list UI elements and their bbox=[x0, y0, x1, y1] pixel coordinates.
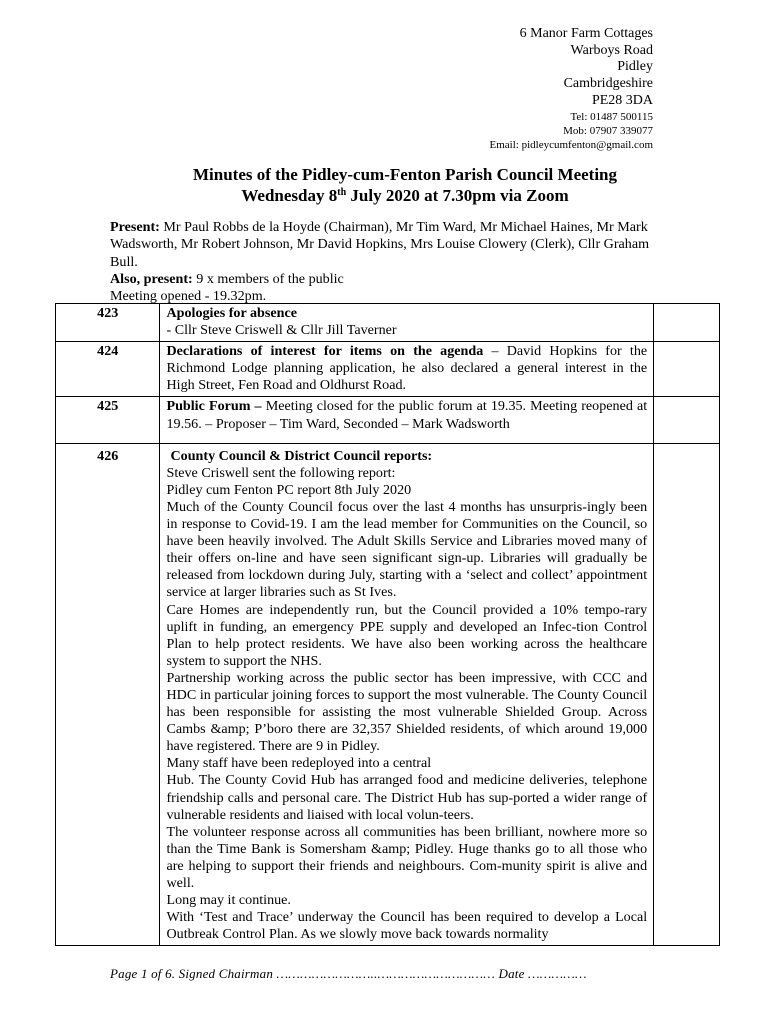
address-mob: Mob: 07907 339077 bbox=[563, 124, 653, 137]
item-content bbox=[160, 304, 654, 342]
report-paragraph: Much of the County Council focus over the last 4 months has unsurpris-ingly been in response to Covid-19. I am the lead member for Communities on the Council, so have been heavily involved. The Adult Skills Service and Libraries moved many of their offers on-line and have seen significant sign-up. Libraries will gradually be released from lockdown during July, starting with a ‘select and collect’ appointment service at larger libraries such as St Ives. bbox=[166, 498, 648, 601]
item-action-cell bbox=[654, 397, 720, 443]
report-line: Pidley cum Fenton PC report 8th July 2020 bbox=[166, 481, 412, 498]
report-paragraph: With ‘Test and Trace’ underway the Council has been required to develop a Local Outbreak Control Plan. As we slowly move back towards normality bbox=[166, 909, 648, 943]
item-text: – David Hopkins for the Richmond Lodge planning application, he also declared a general interest in the High Street, Fen Road and Oldhurst Road. bbox=[166, 343, 648, 394]
also-present-paragraph bbox=[110, 271, 670, 288]
item-number: 424 bbox=[56, 342, 160, 397]
table-row bbox=[56, 342, 720, 397]
title-date-prefix: Wednesday 8 bbox=[241, 186, 338, 205]
also-present-text: 9 x members of the public bbox=[192, 270, 344, 287]
title-line-1: Minutes of the Pidley-cum-Fenton Parish Council Meeting bbox=[192, 165, 617, 184]
title-line-2 bbox=[0, 185, 770, 206]
title-date-superscript: th bbox=[337, 187, 347, 198]
report-line: Long may it continue. bbox=[166, 892, 291, 909]
item-content bbox=[160, 443, 654, 946]
item-number: 426 bbox=[56, 443, 160, 946]
address-postcode: PE28 3DA bbox=[591, 92, 653, 108]
report-line: Many staff have been redeployed into a central bbox=[166, 755, 432, 772]
table-row bbox=[56, 304, 720, 342]
report-paragraph: Care Homes are independently run, but the Council provided a 10% tempo-rary uplift in funding, an emergency PPE supply and developed an Infec-tion Control Plan to help protect residents. We have also been working across the healthcare system to support the NHS. bbox=[166, 601, 648, 669]
title-date-suffix: July 2020 at 7.30pm via Zoom bbox=[346, 186, 569, 205]
item-title: County Council & District Council reports: bbox=[170, 447, 433, 464]
report-paragraph: The volunteer response across all communities has been brilliant, nowhere more so than the Time Bank is Somersham &amp; Pidley. Huge thanks go to all those who are helping to support their friends and neighbours. Com-munity spirit is alive and well. bbox=[166, 823, 648, 891]
item-action-cell bbox=[654, 342, 720, 397]
item-content bbox=[160, 342, 654, 397]
item-title: Declarations of interest for items on the agenda bbox=[166, 343, 484, 360]
report-paragraph: Partnership working across the public sector has been impressive, with CCC and HDC in particular joining forces to support the most vulnerable. The County Council has been responsible for assisting the most vulnerable Shielded Group. Across Cambs &amp; P’boro there are 32,357 Shielded residents, of which around 19,000 have registered. There are 9 in Pidley. bbox=[166, 669, 648, 755]
item-title: Public Forum – bbox=[166, 398, 262, 415]
table-row bbox=[56, 443, 720, 946]
item-content bbox=[160, 397, 654, 443]
address-line: Pidley bbox=[617, 59, 653, 75]
item-title: Apologies for absence bbox=[166, 305, 297, 321]
table-row bbox=[56, 397, 720, 443]
address-line: Cambridgeshire bbox=[563, 76, 653, 92]
also-present-label: Also, present: bbox=[110, 270, 193, 287]
minutes-table bbox=[55, 303, 720, 946]
present-text: Mr Paul Robbs de la Hoyde (Chairman), Mr Tim Ward, Mr Michael Haines, Mr Mark Wadsworth, Mr Robert Johnson, Mr David Hopkins, Mrs Louise Clowery (Clerk), Cllr Graham Bull. bbox=[110, 219, 650, 270]
report-line: Steve Criswell sent the following report: bbox=[166, 464, 396, 481]
attendance-section bbox=[110, 219, 670, 305]
item-action-cell bbox=[654, 443, 720, 946]
page-footer: Page 1 of 6. Signed Chairman ……………………..………………………… Date …………… bbox=[110, 966, 587, 981]
item-text: Meeting closed for the public forum at 19.35. Meeting reopened at 19.56. – Proposer – Tim Ward, Seconded – Mark Wadsworth bbox=[166, 398, 648, 432]
item-text: - Cllr Steve Criswell & Cllr Jill Taverner bbox=[166, 322, 397, 339]
present-label: Present: bbox=[110, 219, 160, 235]
item-action-cell bbox=[654, 304, 720, 342]
item-number: 425 bbox=[56, 397, 160, 443]
address-line: Warboys Road bbox=[570, 42, 653, 58]
present-paragraph bbox=[110, 219, 670, 271]
address-email: Email: pidleycumfenton@gmail.com bbox=[489, 138, 653, 151]
address-block bbox=[490, 26, 653, 152]
report-paragraph: Hub. The County Covid Hub has arranged food and medicine deliveries, telephone friendship calls and personal care. The District Hub has sup-ported a wider range of vulnerable residents and liaised with local volun-teers. bbox=[166, 772, 648, 823]
item-number: 423 bbox=[56, 304, 160, 342]
address-tel: Tel: 01487 500115 bbox=[570, 110, 653, 123]
meeting-opened: Meeting opened - 19.32pm. bbox=[110, 288, 267, 305]
address-line: 6 Manor Farm Cottages bbox=[519, 26, 653, 41]
document-title bbox=[0, 164, 770, 206]
